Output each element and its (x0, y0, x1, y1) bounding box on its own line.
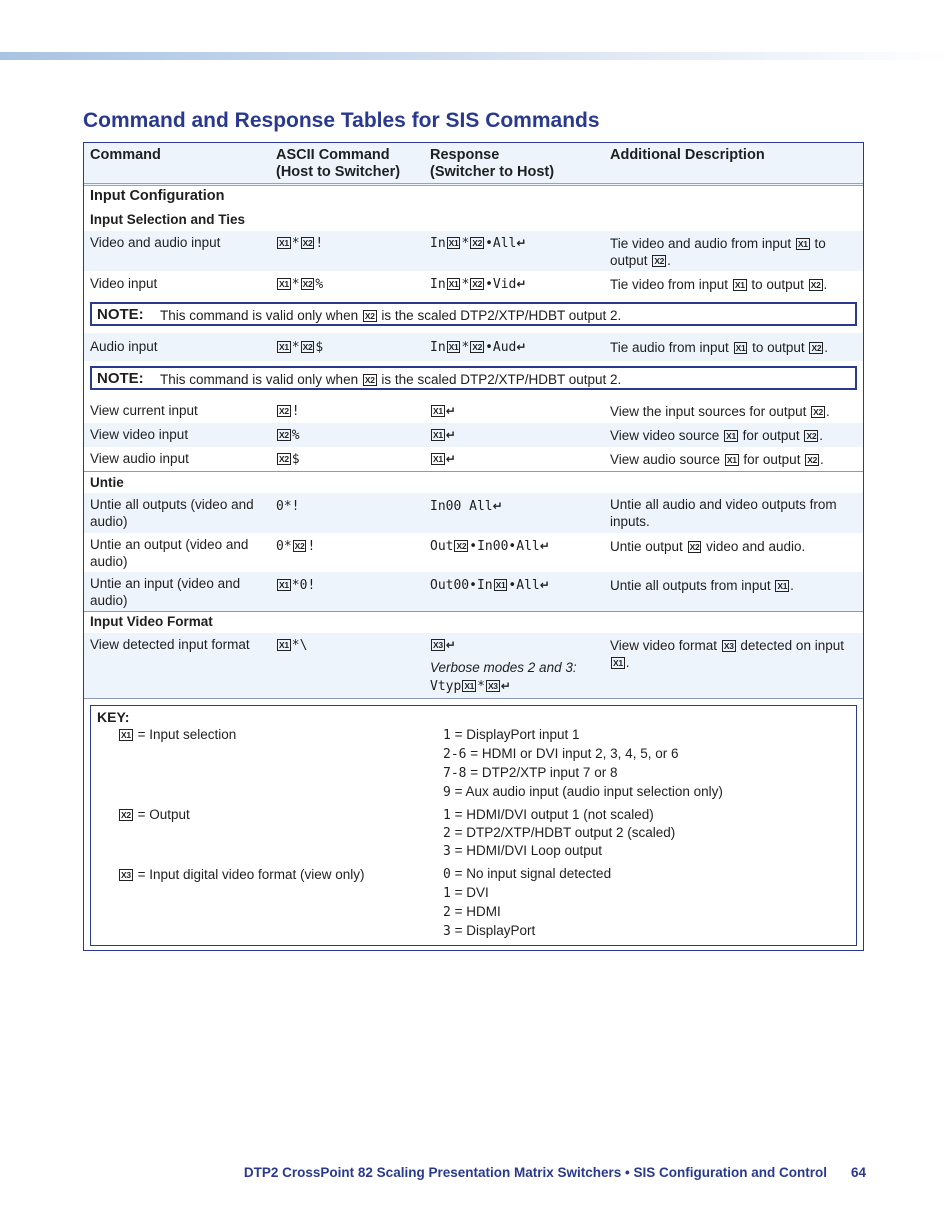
key-value-row (443, 883, 853, 902)
page-title: Command and Response Tables for SIS Commands (83, 109, 600, 132)
ascii-command: 0*! (276, 499, 300, 514)
ascii-tail: ! (291, 404, 300, 419)
key-text: = Aux audio input (audio input selection only) (454, 784, 723, 799)
key-value-row (443, 763, 853, 782)
response (430, 403, 605, 420)
key-x3-values (443, 864, 853, 940)
return-icon: ↵ (500, 679, 511, 693)
description (610, 403, 860, 420)
key-label-text: = Input digital video format (view only) (137, 867, 365, 882)
col-header-command: Command (90, 147, 161, 163)
description (610, 235, 860, 269)
table-row (84, 271, 863, 297)
placeholder-x3: X3 (487, 681, 498, 691)
key-value-row (443, 725, 853, 744)
desc-part: video and audio. (706, 539, 806, 554)
key-text: = No input signal detected (454, 866, 612, 881)
response-prefix: Out (430, 539, 454, 554)
placeholder-x1: X1 (464, 681, 475, 691)
note-box (90, 366, 857, 390)
ascii-command: X1 * X2 $ (279, 340, 324, 355)
verbose-caption (430, 659, 605, 678)
key-text: = DisplayPort (454, 923, 536, 938)
placeholder-x1: X1 (448, 342, 459, 352)
ascii-tail: $ (315, 340, 324, 355)
return-icon: ↵ (539, 539, 550, 553)
note-text-part: is the scaled DTP2/XTP/HDBT output 2. (381, 308, 622, 323)
desc-part: detected on input (740, 638, 844, 653)
key-value-row (443, 902, 853, 921)
response-prefix: Vtyp (430, 679, 462, 694)
key-x2-values (443, 805, 853, 860)
key-code: 2 (443, 826, 451, 841)
response-short (430, 637, 605, 659)
response-suffix: •All (508, 578, 540, 593)
key-code: 1 (443, 808, 451, 823)
desc-part: for output (743, 452, 801, 467)
desc-part: View video source (610, 428, 720, 443)
placeholder-x1: X1 (433, 454, 443, 464)
placeholder-x2: X2 (294, 541, 305, 551)
response-suffix: •All (485, 236, 517, 251)
placeholder-x1: X1 (433, 406, 443, 416)
col-header-response-line1: Response (430, 147, 500, 163)
placeholder-x2: X2 (806, 431, 817, 441)
response-text: In00 All (430, 499, 493, 514)
key-value-row (443, 824, 853, 841)
header-band (0, 52, 950, 60)
table-header (84, 143, 863, 186)
desc-line: inputs. (610, 514, 650, 529)
footer-title: DTP2 CrossPoint 82 Scaling Presentation Matrix Switchers • SIS Configuration and Control (243, 1165, 827, 1180)
description (610, 538, 860, 555)
note-text (160, 372, 621, 387)
table-row (84, 572, 863, 611)
table-row (84, 423, 863, 447)
table-row (84, 633, 863, 698)
page-number: 64 (850, 1165, 866, 1180)
desc-part: Tie audio from input (610, 340, 729, 355)
note-text-part: This command is valid only when (160, 308, 359, 323)
placeholder-x1: X1 (726, 455, 737, 465)
ascii-command (276, 427, 426, 444)
key-code: 1 (443, 886, 451, 901)
desc-part: View the input sources for output (610, 404, 807, 419)
desc-part: . (625, 655, 630, 670)
response (430, 538, 605, 555)
placeholder-x2: X2 (811, 343, 822, 353)
key-label-text: = Output (137, 807, 190, 822)
command-name (90, 496, 270, 530)
key-x3-label (118, 867, 365, 882)
desc-part: View audio source (610, 452, 721, 467)
response-prefix: In (430, 236, 446, 251)
return-icon: ↵ (516, 236, 527, 250)
note-box (90, 302, 857, 326)
desc-part: View video format (610, 638, 718, 653)
placeholder-x1: X1 (279, 580, 289, 590)
ascii-command: X1 * X2 ! (279, 236, 324, 251)
key-text: = DVI (454, 885, 489, 900)
key-label-text: = Input selection (137, 727, 237, 742)
response (430, 427, 605, 444)
response (430, 498, 605, 515)
desc-part: . (823, 277, 828, 292)
section-divider (84, 471, 863, 472)
key-value-row (443, 744, 853, 763)
placeholder-x3: X3 (121, 870, 131, 880)
desc-part: . (825, 404, 830, 419)
command-name: View detected input format (90, 637, 250, 652)
desc-part: . (820, 452, 824, 467)
return-icon: ↵ (516, 340, 527, 354)
section-divider (84, 611, 863, 612)
placeholder-x1: X1 (797, 239, 808, 249)
placeholder-x1: X1 (777, 581, 788, 591)
return-icon: ↵ (445, 638, 456, 652)
placeholder-x1: X1 (433, 430, 443, 440)
response-prefix: In (430, 340, 446, 355)
response-suffix: •Aud (485, 340, 517, 355)
placeholder-x1: X1 (613, 658, 623, 668)
subsection-selection-ties: Input Selection and Ties (90, 212, 246, 227)
ascii-command: X1 * X2 % (279, 277, 324, 292)
response-suffix: •In00•All (469, 539, 540, 554)
placeholder-x2: X2 (302, 238, 313, 248)
return-icon: ↵ (445, 452, 456, 466)
key-value-row (443, 841, 853, 860)
placeholder-x2: X2 (807, 455, 818, 465)
placeholder-x1: X1 (121, 730, 131, 740)
response (430, 637, 605, 695)
table-row (84, 231, 863, 271)
section-input-configuration: Input Configuration (90, 188, 225, 204)
col-header-description: Additional Description (610, 147, 765, 163)
return-icon: ↵ (539, 578, 550, 592)
key-legend (90, 705, 857, 946)
desc-part: . (824, 340, 829, 355)
col-header-response-line2: (Switcher to Host) (430, 164, 555, 180)
page-footer (244, 1165, 866, 1180)
ascii-tail: $ (291, 452, 300, 467)
response-prefix: In (430, 277, 446, 292)
desc-part: Untie all outputs from input (610, 578, 771, 593)
desc-part: . (819, 428, 824, 443)
key-code: 1 (443, 728, 451, 743)
key-code: 3 (443, 844, 451, 859)
ascii-command (276, 637, 426, 654)
placeholder-x1: X1 (495, 580, 506, 590)
placeholder-x2: X2 (810, 280, 821, 290)
col-header-ascii (276, 147, 426, 181)
note-text (160, 308, 621, 323)
return-icon: ↵ (445, 428, 456, 442)
description (610, 637, 860, 671)
command-name: View current input (90, 403, 198, 418)
placeholder-x1: X1 (734, 280, 745, 290)
note-label: NOTE: (97, 370, 144, 387)
section-input-video-format: Input Video Format (90, 614, 213, 629)
response-prefix: Out00•In (430, 578, 493, 593)
placeholder-x2: X2 (121, 810, 131, 820)
key-text: = DisplayPort input 1 (454, 727, 580, 742)
ascii-tail: *0! (291, 578, 316, 593)
placeholder-x2: X2 (654, 256, 665, 266)
note-text-part: is the scaled DTP2/XTP/HDBT output 2. (381, 372, 622, 387)
key-title: KEY: (97, 709, 130, 725)
response: In X1 * X2 •Vid↵ (430, 277, 527, 292)
key-text: = HDMI or DVI input 2, 3, 4, 5, or 6 (470, 746, 679, 761)
placeholder-x2: X2 (472, 238, 483, 248)
placeholder-x1: X1 (279, 640, 289, 650)
table-row (84, 447, 863, 471)
command-name: Video input (90, 276, 158, 291)
command-name (90, 575, 270, 609)
key-code: 2-6 (443, 747, 467, 762)
response (430, 577, 605, 594)
desc-part: . (667, 253, 671, 268)
key-code: 0 (443, 867, 451, 882)
ascii-command (276, 538, 426, 555)
command-name (90, 536, 270, 570)
placeholder-x1: X1 (279, 238, 289, 248)
return-icon: ↵ (492, 499, 503, 513)
key-value-row (443, 864, 853, 883)
description (610, 451, 860, 468)
key-value-row (443, 921, 853, 940)
placeholder-x2: X2 (689, 542, 700, 552)
placeholder-x2: X2 (456, 541, 467, 551)
description (610, 276, 860, 293)
description (610, 339, 860, 356)
key-value-row (443, 805, 853, 824)
key-text: = HDMI/DVI Loop output (454, 843, 603, 858)
command-name: Video and audio input (90, 235, 221, 250)
response-verbose: Vtyp X1 * X3 ↵ (430, 679, 511, 694)
desc-part: Tie video and audio from input (610, 236, 792, 251)
placeholder-x1: X1 (735, 343, 746, 353)
key-text: = HDMI/DVI output 1 (not scaled) (454, 807, 654, 822)
command-line: Untie all outputs (video and (90, 497, 254, 512)
key-code: 3 (443, 924, 451, 939)
key-value-row (443, 782, 853, 801)
key-x2-label (118, 807, 190, 822)
desc-part: to output (610, 236, 826, 268)
section-untie: Untie (90, 475, 124, 490)
note-text-part: This command is valid only when (160, 372, 359, 387)
response: In X1 * X2 •All↵ (430, 236, 527, 251)
verbose-label: Verbose modes 2 and 3: (430, 660, 577, 675)
table-row (84, 493, 863, 533)
ascii-prefix: 0* (276, 539, 292, 554)
command-name: View video input (90, 427, 189, 442)
desc-part: Untie output (610, 539, 683, 554)
table-row (84, 533, 863, 572)
col-header-ascii-line2: (Host to Switcher) (276, 164, 401, 180)
response: In X1 * X2 •Aud↵ (430, 340, 527, 355)
placeholder-x2: X2 (813, 407, 823, 417)
key-code: 9 (443, 785, 451, 800)
ascii-command (276, 403, 426, 420)
return-icon: ↵ (516, 277, 527, 291)
description (610, 577, 860, 594)
command-line: audio) (90, 554, 128, 569)
desc-line: Untie all audio and video outputs from (610, 497, 837, 512)
placeholder-x2: X2 (279, 406, 289, 416)
key-text: = HDMI (454, 904, 501, 919)
description (610, 496, 860, 530)
section-divider (84, 698, 863, 699)
placeholder-x1: X1 (448, 279, 459, 289)
placeholder-x1: X1 (279, 279, 289, 289)
command-line: audio) (90, 514, 128, 529)
description (610, 427, 860, 444)
placeholder-x2: X2 (279, 430, 289, 440)
key-text: = DTP2/XTP/HDBT output 2 (scaled) (454, 825, 676, 840)
command-line: Untie an output (video and (90, 537, 249, 552)
placeholder-x2: X2 (302, 342, 313, 352)
desc-part: Tie video from input (610, 277, 729, 292)
placeholder-x2: X2 (364, 311, 375, 321)
desc-part: to output (752, 340, 805, 355)
col-header-response (430, 147, 605, 181)
placeholder-x2: X2 (364, 375, 375, 385)
desc-part: to output (751, 277, 804, 292)
command-line: Untie an input (video and (90, 576, 241, 591)
col-header-ascii-line1: ASCII Command (276, 147, 390, 163)
placeholder-x2: X2 (302, 279, 313, 289)
key-x1-label (118, 727, 236, 742)
placeholder-x1: X1 (726, 431, 736, 441)
key-text: = DTP2/XTP input 7 or 8 (470, 765, 618, 780)
ascii-tail: *\ (291, 638, 308, 653)
key-code: 7-8 (443, 766, 467, 781)
ascii-tail: % (291, 428, 300, 443)
ascii-tail: ! (315, 236, 324, 251)
placeholder-x1: X1 (448, 238, 459, 248)
ascii-tail: % (315, 277, 324, 292)
table-row (84, 333, 863, 361)
note-label: NOTE: (97, 306, 144, 323)
ascii-tail: ! (307, 539, 316, 554)
response (430, 451, 605, 468)
response-suffix: •Vid (485, 277, 517, 292)
table-row (84, 399, 863, 423)
ascii-command (276, 451, 426, 468)
desc-part: for output (742, 428, 800, 443)
command-line: audio) (90, 593, 128, 608)
desc-part: . (790, 578, 794, 593)
sis-command-table (83, 142, 864, 951)
key-x1-values (443, 725, 853, 801)
placeholder-x3: X3 (723, 641, 734, 651)
command-name: View audio input (90, 451, 189, 466)
placeholder-x2: X2 (279, 454, 289, 464)
return-icon: ↵ (445, 404, 456, 418)
placeholder-x1: X1 (279, 342, 289, 352)
placeholder-x2: X2 (472, 279, 483, 289)
ascii-command (276, 577, 426, 594)
command-name: Audio input (90, 339, 158, 354)
placeholder-x3: X3 (433, 640, 443, 650)
placeholder-x2: X2 (472, 342, 483, 352)
key-code: 2 (443, 905, 451, 920)
